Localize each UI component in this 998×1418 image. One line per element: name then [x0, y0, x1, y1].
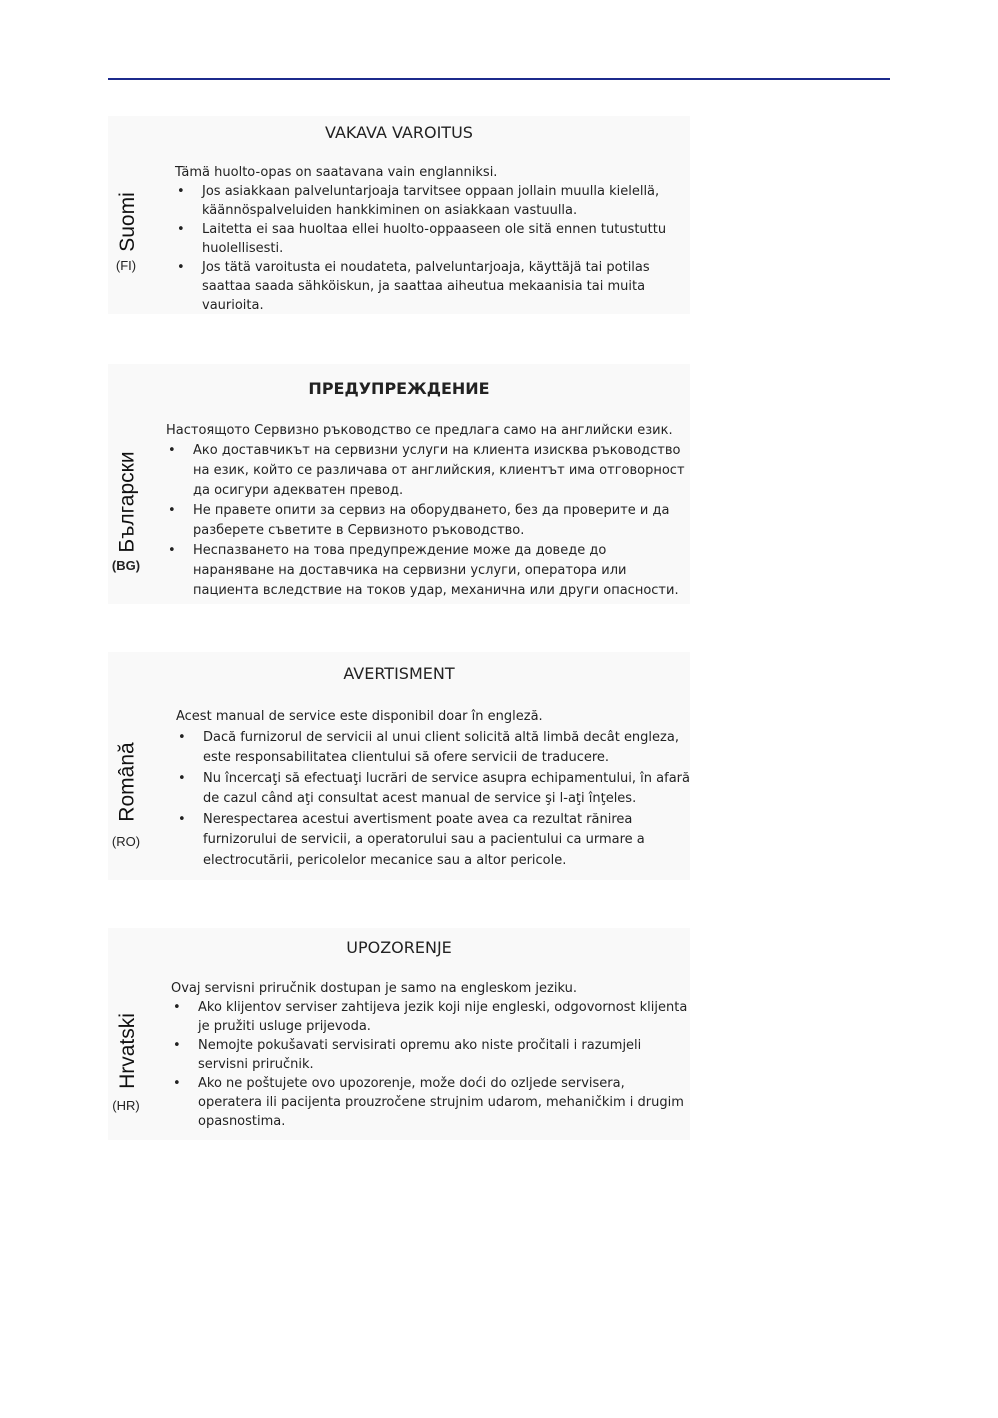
warning-block-hr: [108, 928, 690, 1140]
warning-title: VAKAVA VAROITUS: [325, 123, 473, 142]
warning-title: ПРЕДУПРЕЖДЕНИЕ: [308, 379, 490, 398]
warning-content: [176, 707, 690, 871]
warning-list: [171, 998, 690, 1131]
language-label: Suomi: [116, 192, 139, 252]
list-item: • Не правете опити за сервиз на оборудването, без да проверите и да разберете съветите в Сервизното ръководство.: [166, 501, 690, 541]
warning-title: UPOZORENJE: [346, 938, 452, 957]
list-item: • Ако доставчикът на сервизни услуги на клиента изисква ръководство на език, който се различава от английския, клиентът има отговорност да осигури адекватен превод.: [166, 441, 690, 501]
warning-block-ro: [108, 652, 690, 880]
language-code: (HR): [112, 1098, 140, 1113]
intro-text: Ovaj servisni priručnik dostupan je samo na engleskom jeziku.: [171, 981, 577, 996]
warning-title: AVERTISMENT: [343, 664, 455, 683]
warning-content: [171, 979, 690, 1131]
list-item: • Jos asiakkaan palveluntarjoaja tarvitsee oppaan jollain muulla kielellä, käännöspalveluiden hankkiminen on asiakkaan vastuulla.: [175, 182, 690, 220]
list-item: • Ako ne poštujete ovo upozorenje, može doći do ozljede servisera, operatera ili pacijenta prouzročene strujnim udarom, mehaničkim i drugim opasnostima.: [171, 1074, 690, 1131]
list-item: • Nu încercaţi să efectuaţi lucrări de service asupra echipamentului, în afară de cazul când aţi consultat acest manual de service şi l-aţi înţeles.: [176, 769, 690, 810]
language-label: Hrvatski: [116, 1013, 139, 1089]
header-rule: [108, 78, 890, 80]
intro-text: Настоящото Сервизно ръководство се предлага само на английски език.: [166, 423, 673, 438]
warning-list: [176, 728, 690, 872]
language-label: Български: [116, 451, 140, 553]
list-item: • Ako klijentov serviser zahtijeva jezik koji nije engleski, odgovornost klijenta je pružiti usluge prijevoda.: [171, 998, 690, 1036]
warning-list: [175, 182, 690, 315]
language-code: (FI): [115, 258, 137, 273]
list-item: • Jos tätä varoitusta ei noudateta, palveluntarjoaja, käyttäjä tai potilas saattaa saada sähköiskun, ja saattaa aiheutua mekaanisia tai muita vaurioita.: [175, 258, 690, 315]
intro-text: Tämä huolto-opas on saatavana vain englanniksi.: [175, 165, 498, 180]
warning-list: [166, 441, 690, 601]
warning-content: [175, 163, 690, 315]
list-item: • Неспазването на това предупреждение може да доведе до нараняване на доставчика на сервизни услуги, оператора или пациента вследствие на токов удар, механична или други опасности.: [166, 541, 690, 601]
language-code: (BG): [111, 558, 141, 573]
language-code: (RO): [111, 834, 141, 849]
language-label: Română: [116, 742, 140, 822]
list-item: • Dacă furnizorul de servicii al unui client solicită altă limbă decât engleza, este responsabilitatea clientului să ofere servicii de traducere.: [176, 728, 690, 769]
list-item: • Nerespectarea acestui avertisment poate avea ca rezultat rănirea furnizorului de servicii, a operatorului sau a pacientului ca urmare a electrocutării, pericolelor mecanice sau a altor pericole.: [176, 810, 690, 872]
list-item: • Laitetta ei saa huoltaa ellei huolto-oppaaseen ole sitä ennen tutustuttu huolellisesti.: [175, 220, 690, 258]
intro-text: Acest manual de service este disponibil doar în engleză.: [176, 709, 543, 724]
list-item: • Nemojte pokušavati servisirati opremu ako niste pročitali i razumjeli servisni priručnik.: [171, 1036, 690, 1074]
warning-content: [166, 421, 690, 601]
warning-block-fi: [108, 116, 690, 314]
warning-block-bg: [108, 364, 690, 604]
